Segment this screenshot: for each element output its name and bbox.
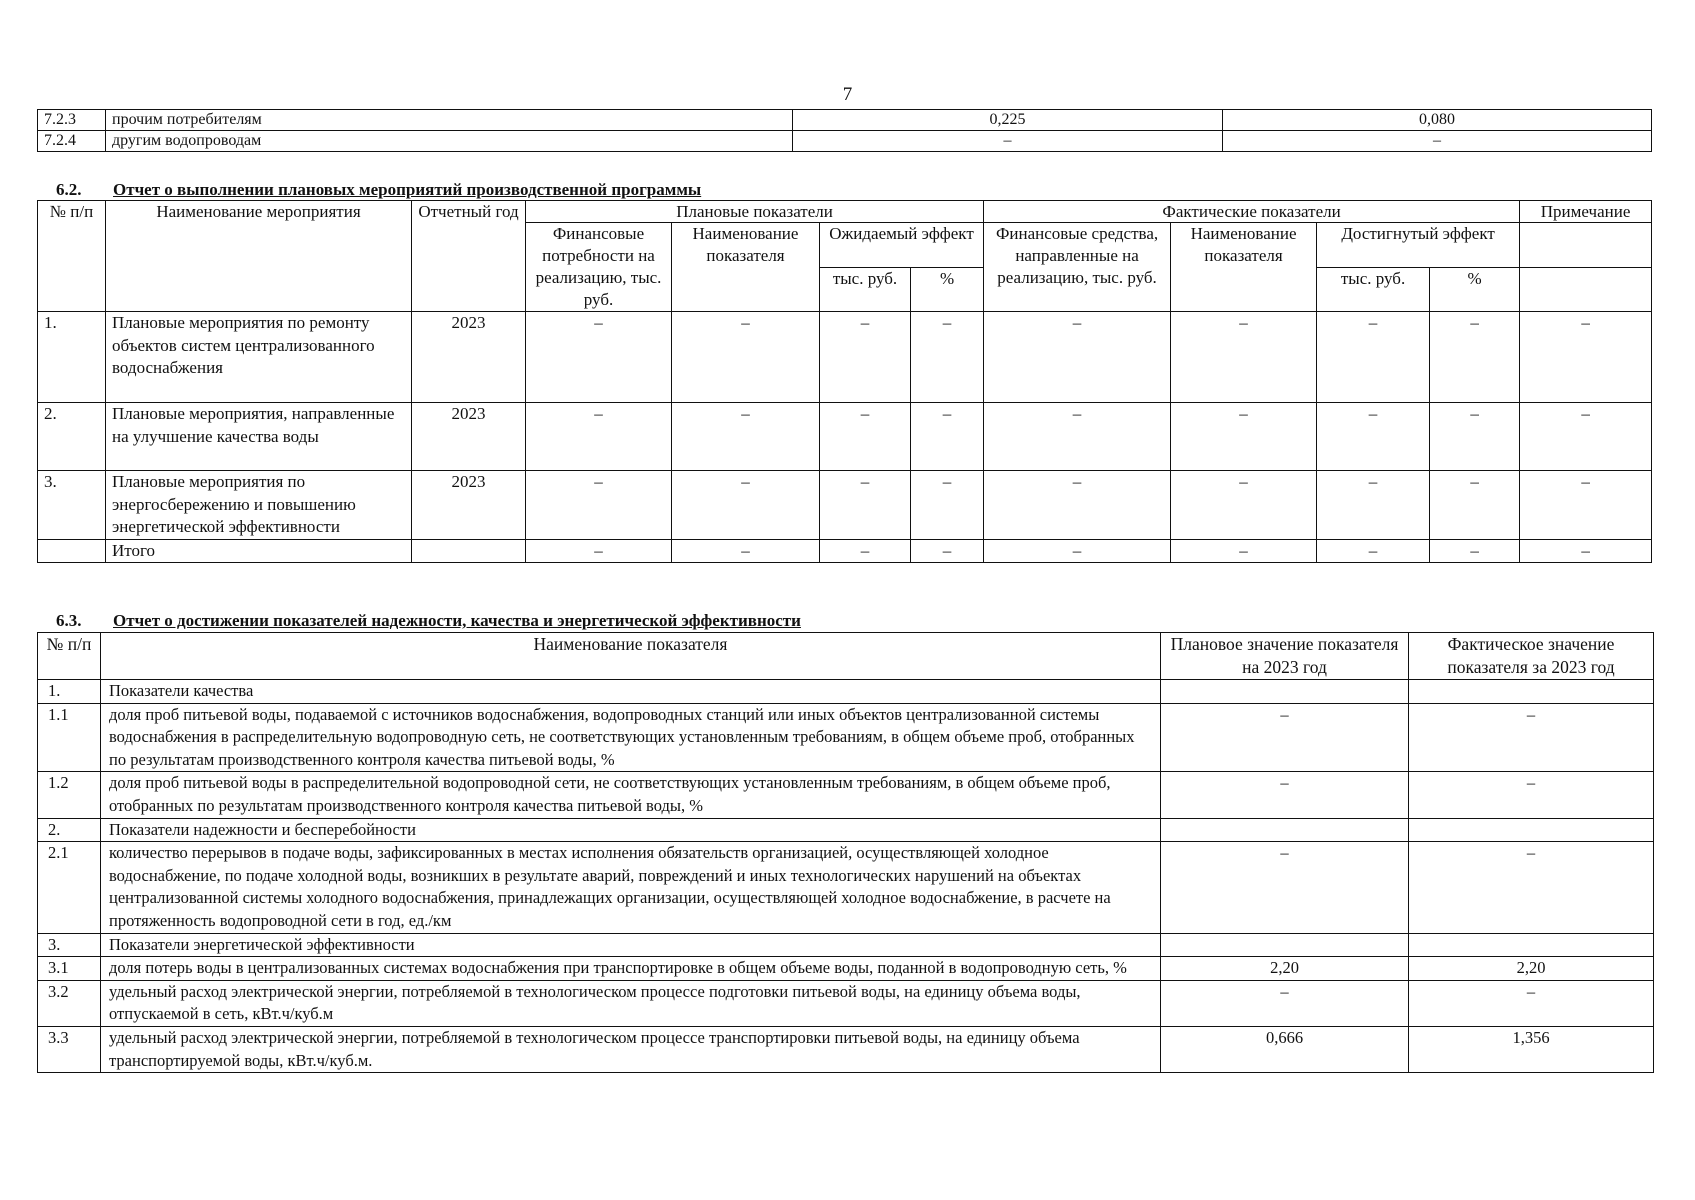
- section-title: Отчет о выполнении плановых мероприятий производственной программы: [113, 180, 702, 199]
- header-note: Примечание: [1520, 201, 1652, 223]
- header-note-sub2: [1520, 268, 1652, 312]
- header-fact-rub: тыс. руб.: [1317, 268, 1430, 312]
- table-row: [38, 933, 1654, 957]
- planned-activities-table: [37, 200, 1652, 563]
- row-indicator-name: удельный расход электрической энергии, потребляемой в технологическом процессе транспортировки питьевой воды, на единицу объема транспортируемой воды, кВт.ч/куб.м.: [101, 1026, 1161, 1072]
- row-value: –: [911, 403, 984, 471]
- row-value: –: [526, 312, 672, 403]
- row-value: –: [672, 312, 820, 403]
- row-plan-value: [1161, 818, 1409, 842]
- header-number: № п/п: [38, 201, 106, 312]
- table-row: [38, 312, 1652, 403]
- row-fact-value: 2,20: [1409, 957, 1654, 981]
- row-value: –: [984, 539, 1171, 563]
- table-row: [38, 772, 1654, 818]
- row-indicator-name: удельный расход электрической энергии, потребляемой в технологическом процессе подготовки питьевой воды, на единицу объема воды, отпускаемой в сеть, кВт.ч/куб.м: [101, 980, 1161, 1026]
- row-value: –: [820, 471, 911, 540]
- row-fact-value: –: [1409, 980, 1654, 1026]
- row-plan-value: –: [1161, 980, 1409, 1026]
- row-number: 7.2.3: [38, 110, 106, 131]
- row-plan-value: 0,225: [793, 110, 1223, 131]
- indicators-table: [37, 632, 1654, 1073]
- row-value: –: [984, 471, 1171, 540]
- row-value: –: [1317, 471, 1430, 540]
- row-value: –: [820, 312, 911, 403]
- header-fact-group: Фактические показатели: [984, 201, 1520, 223]
- row-year: 2023: [412, 471, 526, 540]
- row-number: 1.: [38, 680, 101, 704]
- row-number: 3.: [38, 471, 106, 540]
- row-value: –: [1520, 471, 1652, 540]
- header-plan-pct: %: [911, 268, 984, 312]
- header-fact-pct: %: [1430, 268, 1520, 312]
- row-fact-value: [1409, 818, 1654, 842]
- row-plan-value: –: [1161, 842, 1409, 933]
- header-plan-indicator: Наименование показателя: [672, 223, 820, 312]
- row-number: 2.: [38, 818, 101, 842]
- header-number: № п/п: [38, 633, 101, 680]
- row-value: –: [1430, 539, 1520, 563]
- row-name: прочим потребителям: [106, 110, 793, 131]
- row-indicator-name: Показатели энергетической эффективности: [101, 933, 1161, 957]
- row-value: –: [672, 471, 820, 540]
- row-activity-name: Плановые мероприятия по ремонту объектов систем централизованного водоснабжения: [106, 312, 412, 403]
- header-plan-finance: Финансовые потребности на реализацию, тыс. руб.: [526, 223, 672, 312]
- row-indicator-name: количество перерывов в подаче воды, зафиксированных в местах исполнения обязательств организацией, осуществляющей холодное водоснабжение, по подаче холодной воды, возникших в результате аварий, повреждений и иных технологических нарушений на объектах централизованной системы холодного водоснабжения, принадлежащих организации, осуществляющей холодное водоснабжение, в расчете на протяженность водопроводной сети в год, ед./км: [101, 842, 1161, 933]
- row-year: [412, 539, 526, 563]
- row-indicator-name: доля проб питьевой воды, подаваемой с источников водоснабжения, водопроводных станций или иных объектов централизованной системы водоснабжения в распределительную водопроводную сеть, не соответствующих установленным требованиям, в общем объеме проб, отобранных по результатам производственного контроля качества питьевой воды, %: [101, 703, 1161, 772]
- row-fact-value: 1,356: [1409, 1026, 1654, 1072]
- row-value: –: [1430, 471, 1520, 540]
- row-year: 2023: [412, 403, 526, 471]
- row-value: –: [911, 471, 984, 540]
- row-value: –: [1430, 312, 1520, 403]
- row-value: –: [1520, 312, 1652, 403]
- header-report-year: Отчетный год: [412, 201, 526, 312]
- row-number: 2.: [38, 403, 106, 471]
- header-note-sub: [1520, 223, 1652, 268]
- table-row: [38, 403, 1652, 471]
- row-plan-value: [1161, 933, 1409, 957]
- row-value: –: [1317, 312, 1430, 403]
- table-row: [38, 131, 1652, 152]
- row-value: –: [526, 471, 672, 540]
- row-indicator-name: доля потерь воды в централизованных системах водоснабжения при транспортировке в общем объеме воды, поданной в водопроводную сеть, %: [101, 957, 1161, 981]
- header-fact-value: Фактическое значение показателя за 2023 год: [1409, 633, 1654, 680]
- row-value: –: [820, 539, 911, 563]
- row-fact-value: –: [1409, 842, 1654, 933]
- row-fact-value: [1409, 933, 1654, 957]
- row-value: –: [911, 539, 984, 563]
- row-fact-value: –: [1409, 703, 1654, 772]
- row-year: 2023: [412, 312, 526, 403]
- row-value: –: [984, 312, 1171, 403]
- row-number: 3.3: [38, 1026, 101, 1072]
- page-number: 7: [842, 84, 853, 105]
- row-value: –: [1520, 403, 1652, 471]
- row-number: 1.2: [38, 772, 101, 818]
- row-name: другим водопроводам: [106, 131, 793, 152]
- row-plan-value: 0,666: [1161, 1026, 1409, 1072]
- row-fact-value: 0,080: [1223, 110, 1652, 131]
- header-indicator-name: Наименование показателя: [101, 633, 1161, 680]
- table-row: [38, 703, 1654, 772]
- header-plan-effect: Ожидаемый эффект: [820, 223, 984, 268]
- row-value: –: [1317, 539, 1430, 563]
- section-number: 6.2.: [56, 180, 82, 199]
- row-number: 2.1: [38, 842, 101, 933]
- row-fact-value: [1409, 680, 1654, 704]
- header-activity-name: Наименование мероприятия: [106, 201, 412, 312]
- row-value: –: [1171, 539, 1317, 563]
- header-fact-finance: Финансовые средства, направленные на реализацию, тыс. руб.: [984, 223, 1171, 312]
- row-value: –: [1171, 403, 1317, 471]
- row-value: –: [911, 312, 984, 403]
- table-row-total: [38, 539, 1652, 563]
- row-number: 7.2.4: [38, 131, 106, 152]
- row-indicator-name: Показатели надежности и бесперебойности: [101, 818, 1161, 842]
- row-number: 3.1: [38, 957, 101, 981]
- row-fact-value: –: [1223, 131, 1652, 152]
- row-plan-value: 2,20: [1161, 957, 1409, 981]
- row-value: –: [526, 403, 672, 471]
- row-indicator-name: Показатели качества: [101, 680, 1161, 704]
- row-indicator-name: доля проб питьевой воды в распределительной водопроводной сети, не соответствующих установленным требованиям, в общем объеме проб, отобранных по результатам производственного контроля качества питьевой воды, %: [101, 772, 1161, 818]
- row-value: –: [984, 403, 1171, 471]
- row-value: –: [526, 539, 672, 563]
- table-row: [38, 1026, 1654, 1072]
- row-value: –: [1430, 403, 1520, 471]
- header-plan-value: Плановое значение показателя на 2023 год: [1161, 633, 1409, 680]
- row-value: –: [820, 403, 911, 471]
- table-row: [38, 957, 1654, 981]
- row-activity-name: Итого: [106, 539, 412, 563]
- row-value: –: [1317, 403, 1430, 471]
- row-value: –: [1171, 471, 1317, 540]
- row-plan-value: [1161, 680, 1409, 704]
- section-heading-6-3: [56, 611, 801, 631]
- row-plan-value: –: [1161, 772, 1409, 818]
- row-value: –: [1171, 312, 1317, 403]
- table-row: [38, 471, 1652, 540]
- section-title: Отчет о достижении показателей надежности, качества и энергетической эффективности: [113, 611, 801, 630]
- section-heading-6-2: [56, 180, 701, 200]
- row-number: 3.2: [38, 980, 101, 1026]
- header-plan-rub: тыс. руб.: [820, 268, 911, 312]
- table-row: [38, 818, 1654, 842]
- row-number: 1.: [38, 312, 106, 403]
- row-activity-name: Плановые мероприятия по энергосбережению и повышению энергетической эффективности: [106, 471, 412, 540]
- row-value: –: [672, 539, 820, 563]
- section-number: 6.3.: [56, 611, 82, 630]
- row-number: [38, 539, 106, 563]
- table-row: [38, 980, 1654, 1026]
- table-row: [38, 842, 1654, 933]
- row-value: –: [672, 403, 820, 471]
- table-row: [38, 110, 1652, 131]
- header-fact-indicator: Наименование показателя: [1171, 223, 1317, 312]
- row-number: 3.: [38, 933, 101, 957]
- row-value: –: [1520, 539, 1652, 563]
- row-fact-value: –: [1409, 772, 1654, 818]
- continuation-table: [37, 109, 1652, 152]
- row-number: 1.1: [38, 703, 101, 772]
- row-activity-name: Плановые мероприятия, направленные на улучшение качества воды: [106, 403, 412, 471]
- row-plan-value: –: [1161, 703, 1409, 772]
- header-fact-effect: Достигнутый эффект: [1317, 223, 1520, 268]
- table-row: [38, 680, 1654, 704]
- row-plan-value: –: [793, 131, 1223, 152]
- header-plan-group: Плановые показатели: [526, 201, 984, 223]
